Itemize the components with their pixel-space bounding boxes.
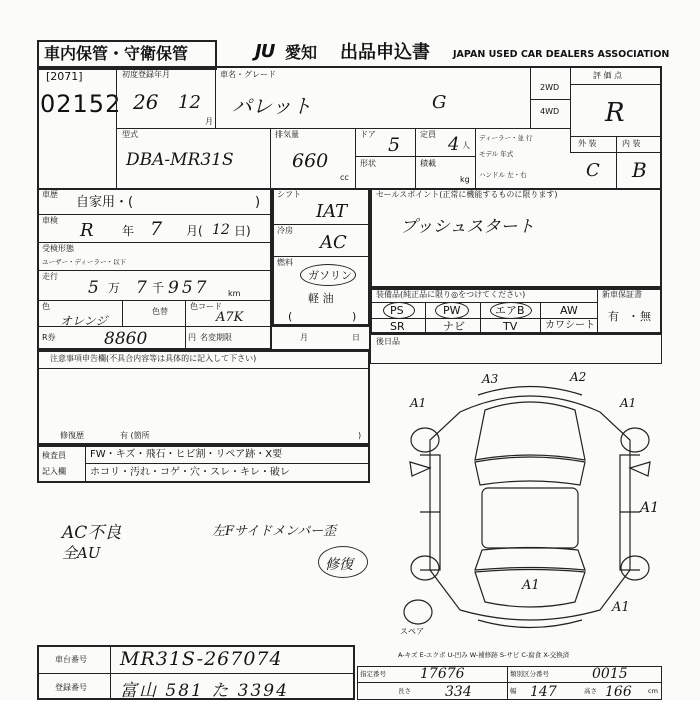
- mileage-label: 走行: [42, 272, 58, 281]
- capacity-value: 4: [448, 134, 460, 155]
- shaken-value: R: [80, 220, 94, 241]
- shift-value: IAT: [316, 201, 348, 222]
- later-items-box: [370, 334, 662, 364]
- hw-ac-note: AC不良: [62, 523, 122, 543]
- mark-a3: A3: [482, 372, 499, 386]
- new-warranty-yes: 有: [608, 310, 619, 323]
- shift-label: シフト: [277, 190, 301, 199]
- grade-value: R: [605, 98, 625, 128]
- sales-point-box: [370, 188, 662, 288]
- grade-box-label: 評 価 点: [593, 71, 623, 80]
- length-label: 長さ: [398, 687, 411, 695]
- model-name: パレット: [232, 94, 312, 118]
- lot-number: 02152: [40, 90, 122, 118]
- r-ticket-unit: 円: [188, 333, 196, 342]
- sales-point-label: セールスポイント(正常に機能するものに限ります): [376, 190, 558, 199]
- equip-pw: PW: [443, 304, 461, 317]
- mileage-man: 5: [88, 278, 99, 298]
- history-label: 車歴: [42, 190, 58, 199]
- fuel-value: ガソリン: [308, 269, 352, 282]
- lot-code: [2071]: [46, 70, 83, 83]
- fuel-circle: [300, 264, 356, 286]
- reg-month: 12: [178, 92, 201, 113]
- color-label: 色: [42, 302, 50, 311]
- new-warranty-sep: ・: [628, 310, 639, 323]
- name-change-day: 日: [352, 333, 360, 342]
- hw-repair: 修復: [325, 557, 353, 573]
- capacity-label: 定員: [420, 130, 436, 139]
- displacement-value: 660: [292, 150, 329, 172]
- ju-logo: JU: [255, 41, 275, 62]
- name-label: 車名・グレード: [220, 70, 276, 79]
- chassis-label: 車台番号: [55, 655, 87, 664]
- notes-label: 注意事項申告欄(不具合内容等は具体的に記入して下さい): [50, 354, 257, 363]
- mark-a1-corner: A1: [612, 600, 630, 615]
- name-change-month: 月: [300, 333, 308, 342]
- type-label: 型式: [122, 130, 138, 139]
- sales-point-value: プッシュスタート: [400, 217, 535, 237]
- equip-leather: カワシート: [545, 320, 595, 331]
- history-close: ): [255, 195, 261, 210]
- shaken-day-unit: 日): [234, 224, 251, 238]
- mileage-unit: km: [228, 289, 241, 298]
- mileage-rest: 957: [168, 278, 210, 298]
- equip-ps: PS: [390, 304, 404, 317]
- repair-close: ): [358, 431, 362, 440]
- mileage-sen: 7: [136, 278, 147, 298]
- dealer-model-year: モデル 年式: [479, 150, 514, 158]
- repair-label: 修復歴: [60, 431, 84, 440]
- dealer-parallel: ディーラー・並 行: [479, 134, 533, 142]
- mileage-sen-unit: 千: [152, 281, 165, 295]
- equip-navi: ナビ: [443, 320, 465, 333]
- shaken-year-unit: 年: [122, 224, 135, 238]
- reg-label: 初度登録年月: [122, 70, 170, 79]
- damage-legend: A-キズ E-エクボ U-凹み W-補修跡 S-サビ C-腐食 X-交換済: [398, 651, 570, 659]
- reg-year: 26: [133, 90, 159, 114]
- fuel-diesel: 軽 油: [308, 292, 334, 305]
- plate-label: 登録番号: [55, 683, 87, 692]
- org-name: 愛知: [285, 43, 318, 62]
- height-value: 166: [605, 684, 632, 700]
- shaken-month: 7: [150, 218, 163, 240]
- mark-a1-rear: A1: [522, 578, 540, 593]
- equip-aw: AW: [560, 304, 578, 317]
- category-value: 0015: [592, 666, 628, 682]
- drive-2wd: 2WD: [540, 83, 560, 92]
- storage-title: 車内保管・守衛保管: [44, 44, 189, 63]
- category-label: 類別区分番号: [510, 670, 549, 678]
- reg-month-unit: 月: [205, 117, 213, 126]
- equip-tv: TV: [503, 320, 518, 333]
- inspector-row1: FW・キズ・飛石・ヒビ割・リペア跡・X要: [90, 449, 283, 460]
- inspector-row2: ホコリ・汚れ・コゲ・穴・スレ・キレ・破レ: [90, 467, 290, 478]
- color-change-label: 色替: [152, 307, 168, 316]
- name-change-label: 名変期限: [200, 333, 232, 342]
- fuel-paren-open: (: [288, 310, 293, 323]
- aircon-label: 冷房: [277, 226, 293, 235]
- type-value: DBA-MR31S: [126, 150, 234, 170]
- receipt-label: 受検形態: [42, 244, 74, 253]
- shaken-month-unit: 月(: [186, 224, 203, 238]
- later-label: 後日品: [376, 337, 400, 346]
- height-label: 高さ: [584, 687, 597, 695]
- doors-label: ドア: [360, 130, 376, 139]
- specs-unit: cm: [648, 687, 658, 695]
- chassis-value: MR31S-267074: [120, 648, 283, 670]
- equip-sr: SR: [390, 320, 405, 333]
- receipt-note: ユーザー・ディーラー・以下: [42, 258, 126, 266]
- length-value: 334: [445, 684, 472, 700]
- inspector-label1: 検査員: [42, 451, 66, 460]
- equip-ps-circle: [383, 302, 415, 319]
- designated-label: 指定番号: [360, 670, 386, 678]
- plate-value: 富山 581 た 3394: [120, 681, 289, 701]
- color-code-value: A7K: [216, 310, 244, 325]
- outer-label: 外 装: [578, 139, 597, 148]
- fuel-label: 燃料: [277, 258, 293, 267]
- doors-value: 5: [388, 134, 401, 156]
- mark-a1-side: A1: [640, 500, 660, 516]
- weight-unit: kg: [460, 175, 470, 184]
- drive-4wd: 4WD: [540, 107, 560, 116]
- hw-side-member: 左Fサイドメンバー歪: [212, 524, 337, 539]
- shaken-label: 車検: [42, 216, 58, 225]
- repair-value: 有 (箇所: [120, 431, 150, 440]
- shaken-day: 12: [212, 222, 230, 238]
- width-value: 147: [530, 684, 557, 700]
- width-label: 幅: [510, 687, 517, 695]
- dealer-handle: ハンドル 左・右: [479, 171, 527, 179]
- r-ticket-label: R券: [42, 333, 56, 342]
- aircon-value: AC: [320, 232, 347, 253]
- capacity-unit: 人: [462, 141, 470, 150]
- equipment-label: 装備品(純正品に限り◎をつけてください): [376, 290, 526, 299]
- weight-label: 積載: [420, 159, 436, 168]
- equip-pw-circle: [435, 302, 469, 319]
- notes-box: [37, 350, 370, 445]
- mark-a2: A2: [570, 370, 587, 384]
- equip-airbag: エアB: [495, 304, 525, 317]
- grade-name: G: [432, 92, 447, 113]
- spare-label: スペア: [400, 627, 424, 636]
- hw-repair-circle: [318, 546, 368, 578]
- equip-airbag-circle: [490, 302, 532, 319]
- inspector-label2: 記入欄: [42, 467, 66, 476]
- form-title: 出品申込書: [340, 42, 430, 63]
- outer-value: C: [586, 160, 600, 181]
- shape-label: 形状: [360, 159, 376, 168]
- history-value: 自家用・(: [76, 195, 134, 210]
- new-warranty-no: 無: [640, 310, 651, 323]
- color-code-label: 色コード: [190, 302, 222, 311]
- color-value: オレンジ: [60, 314, 108, 328]
- mileage-man-unit: 万: [108, 281, 121, 295]
- new-warranty-label: 新車保証書: [602, 290, 642, 299]
- designated-value: 17676: [420, 666, 465, 682]
- r-ticket-value: 8860: [104, 329, 148, 349]
- inner-label: 内 装: [622, 139, 641, 148]
- inner-value: B: [632, 158, 647, 182]
- association-name: JAPAN USED CAR DEALERS ASSOCIATION: [453, 49, 670, 60]
- displacement-unit: cc: [340, 173, 349, 182]
- displacement-label: 排気量: [275, 130, 299, 139]
- fuel-paren-close: ): [352, 310, 357, 323]
- mark-a1-left: A1: [410, 396, 427, 410]
- hw-all-note: 全AU: [62, 544, 101, 562]
- mark-a1-right: A1: [620, 396, 637, 410]
